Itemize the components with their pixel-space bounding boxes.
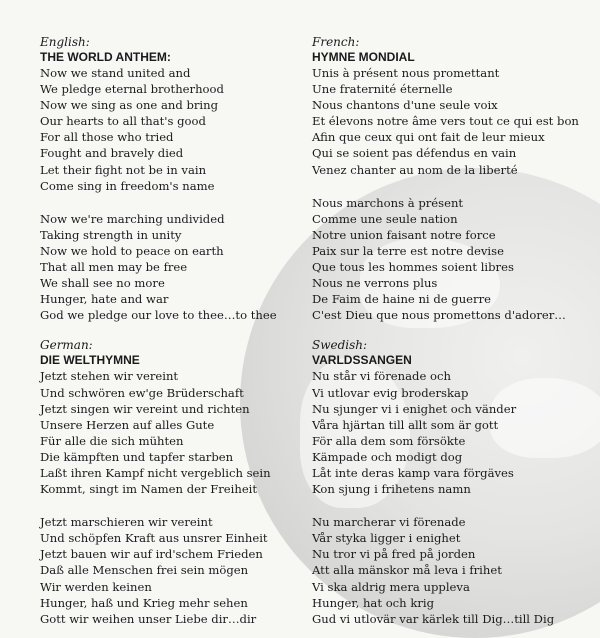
lyric-line: God we pledge our love to thee…to thee xyxy=(40,308,277,323)
verse xyxy=(40,368,310,497)
lyric-line: Paix sur la terre est notre devise xyxy=(312,243,504,258)
anthem-section xyxy=(40,34,310,323)
anthem-section xyxy=(312,34,582,323)
lyric-line: Låt inte deras kamp vara förgäves xyxy=(312,465,514,480)
lyric-line: Jetzt marschieren wir vereint xyxy=(40,515,213,530)
lyric-line: Nu står vi förenade och xyxy=(312,369,451,384)
lyric-line: Comme une seule nation xyxy=(312,211,458,226)
lyric-line: Qui se soient pas défendus en vain xyxy=(312,146,517,161)
lyric-line: Our hearts to all that's good xyxy=(40,114,206,129)
lyric-line: Jetzt singen wir vereint und richten xyxy=(40,401,250,416)
anthem-title: DIE WELTHYMNE xyxy=(40,353,140,368)
lyric-line: Nous marchons à présent xyxy=(312,195,464,210)
lyric-line: Att alla mänskor må leva i frihet xyxy=(312,563,502,578)
lyric-line: Nous chantons d'une seule voix xyxy=(312,98,498,113)
verse-spacer xyxy=(40,194,310,211)
verse xyxy=(40,514,310,627)
anthem-title: VARLDSSANGEN xyxy=(312,353,412,368)
lyric-line: Now we stand united and xyxy=(40,66,191,80)
lyric-line: Notre union faisant notre force xyxy=(312,227,496,242)
lyric-line: That all men may be free xyxy=(40,260,188,275)
lyric-line: Nous ne verrons plus xyxy=(312,276,438,291)
lyric-line: Afin que ceux qui ont fait de leur mieux xyxy=(312,130,545,145)
lyric-line: Now we hold to peace on earth xyxy=(40,243,224,258)
section-spacer xyxy=(40,323,310,337)
language-label: English: xyxy=(40,35,90,49)
anthem-section xyxy=(40,337,310,626)
lyric-line: Now we're marching undivided xyxy=(40,211,225,226)
lyric-line: Unsere Herzen auf alles Gute xyxy=(40,417,215,432)
lyric-line: Gud vi utlovär var kärlek till Dig…till Dig xyxy=(312,611,555,626)
lyric-line: Wir werden keinen xyxy=(40,579,152,594)
lyric-line: Kon sjung i frihetens namn xyxy=(312,482,471,497)
lyric-line: Unis à présent nous promettant xyxy=(312,66,500,80)
language-label: Swedish: xyxy=(312,338,368,353)
section-spacer xyxy=(312,323,582,337)
anthem-section xyxy=(312,337,582,626)
verse xyxy=(312,514,582,627)
lyric-line: Kommt, singt im Namen der Freiheit xyxy=(40,482,258,497)
anthem-title: THE WORLD ANTHEM: xyxy=(40,50,171,64)
lyric-line: Vi utlovar evig broderskap xyxy=(312,385,469,400)
lyric-line: Que tous les hommes soient libres xyxy=(312,260,514,275)
lyric-line: Hunger, hate and war xyxy=(40,292,169,307)
language-label: German: xyxy=(40,338,93,353)
verse-spacer xyxy=(312,178,582,195)
lyric-line: C'est Dieu que nous promettons d'adorer… xyxy=(312,308,566,323)
verse-spacer xyxy=(312,497,582,514)
lyric-line: Nu sjunger vi i enighet och vänder xyxy=(312,401,517,416)
verse xyxy=(312,65,582,178)
lyric-line: Die kämpften und tapfer starben xyxy=(40,449,234,464)
lyric-line: Come sing in freedom's name xyxy=(40,178,215,193)
lyric-line: Now we sing as one and bring xyxy=(40,98,219,113)
lyric-line: För alla dem som försökte xyxy=(312,433,466,448)
verse-spacer xyxy=(40,497,310,514)
lyric-line: Hunger, hat och krig xyxy=(312,595,435,610)
lyric-line: Jetzt bauen wir auf ird'schem Frieden xyxy=(40,547,263,562)
lyric-line: Gott wir weihen unser Liebe dir…dir xyxy=(40,611,257,626)
lyric-line: Nu marcherar vi förenade xyxy=(312,515,466,530)
lyric-line: Let their fight not be in vain xyxy=(40,162,207,177)
lyric-line: Für alle die sich mühten xyxy=(40,433,184,448)
lyric-line: Fought and bravely died xyxy=(40,146,184,161)
lyric-line: De Faim de haine ni de guerre xyxy=(312,292,491,307)
lyric-line: Laßt ihren Kampf nicht vergeblich sein xyxy=(40,465,271,480)
lyric-line: Daß alle Menschen frei sein mögen xyxy=(40,563,249,578)
lyric-line: Jetzt stehen wir vereint xyxy=(40,369,179,384)
lyric-line: Venez chanter au nom de la liberté xyxy=(312,162,518,177)
lyric-line: We shall see no more xyxy=(40,276,165,291)
verse xyxy=(40,211,310,324)
lyric-line: Und schwören ew'ge Brüderschaft xyxy=(40,385,244,400)
lyric-line: Une fraternité éternelle xyxy=(312,82,453,97)
verse xyxy=(40,65,310,194)
lyric-line: Et élevons notre âme vers tout ce qui est bon xyxy=(312,114,579,129)
lyric-line: Hunger, haß und Krieg mehr sehen xyxy=(40,595,248,610)
anthem-title: HYMNE MONDIAL xyxy=(312,50,415,64)
verse xyxy=(312,195,582,324)
lyric-line: Taking strength in unity xyxy=(40,227,182,242)
lyric-line: We pledge eternal brotherhood xyxy=(40,82,224,97)
lyric-line: Nu tror vi på fred på jorden xyxy=(312,547,476,562)
left-column xyxy=(40,34,310,627)
lyric-line: Vi ska aldrig mera uppleva xyxy=(312,579,470,594)
lyric-line: Kämpade och modigt dog xyxy=(312,449,463,464)
verse xyxy=(312,368,582,497)
lyric-line: For all those who tried xyxy=(40,130,174,145)
lyric-line: Vår styka ligger i enighet xyxy=(312,531,461,546)
lyric-line: Våra hjärtan till allt som är gott xyxy=(312,417,499,432)
right-column xyxy=(312,34,582,627)
language-label: French: xyxy=(312,35,360,49)
lyric-line: Und schöpfen Kraft aus unsrer Einheit xyxy=(40,531,268,546)
